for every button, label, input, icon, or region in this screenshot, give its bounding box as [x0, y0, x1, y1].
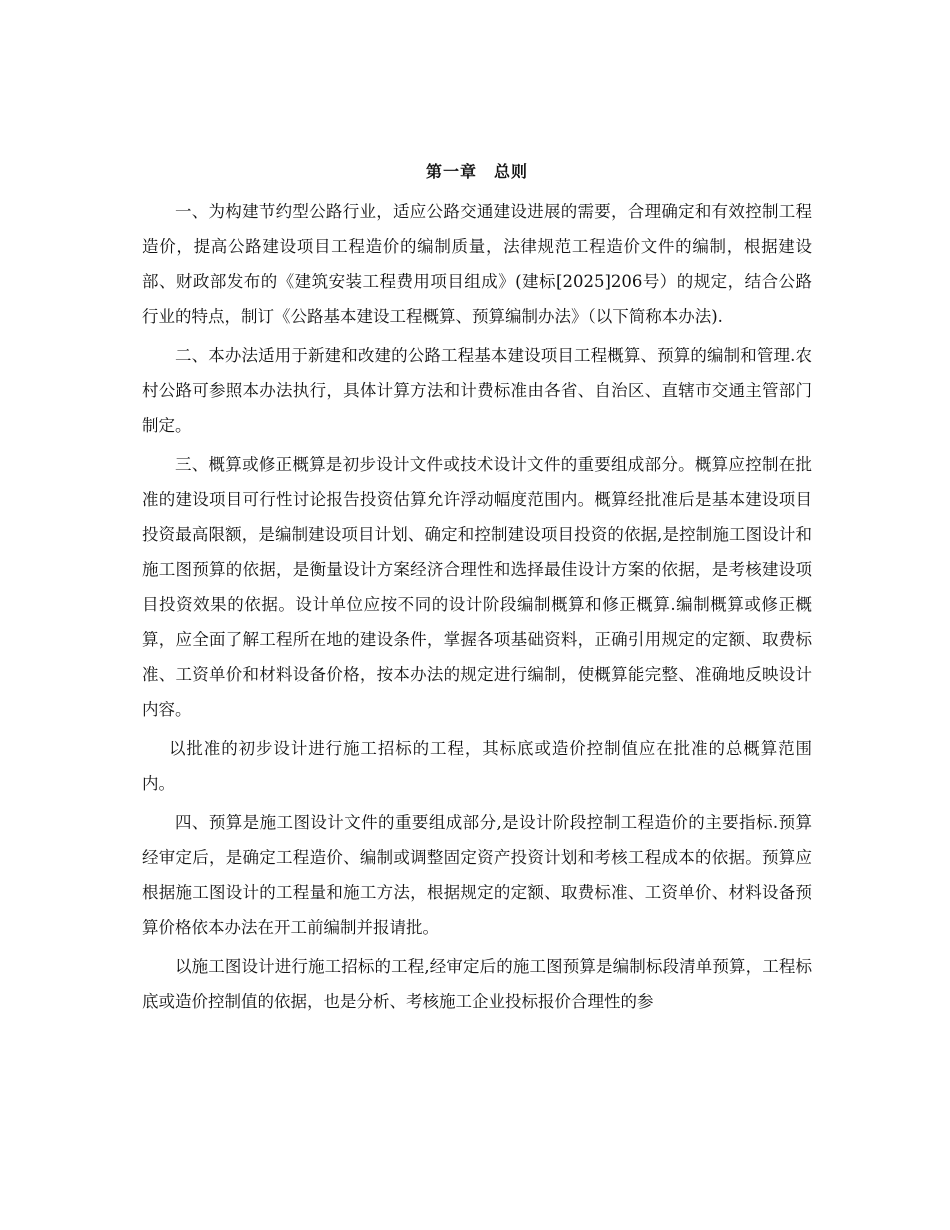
chapter-title: 第一章 总则 [425, 162, 528, 181]
paragraph-2: 二、本办法适用于新建和改建的公路工程基本建设项目工程概算、预算的编制和管理.农村公路可参照本办法执行，具体计算方法和计费标准由各省、自治区、直辖市交通主管部门制定。 [142, 346, 812, 435]
paragraph-6: 以施工图设计进行施工招标的工程,经审定后的施工图预算是编制标段清单预算，工程标底或造价控制值的依据，也是分析、考核施工企业投标报价合理性的参 [142, 957, 812, 1011]
paragraph-3: 三、概算或修正概算是初步设计文件或技术设计文件的重要组成部分。概算应控制在批准的建设项目可行性讨论报告投资估算允许浮动幅度范围内。概算经批准后是基本建设项目投资最高限额，是编制建设项目计划、确定和控制建设项目投资的依据,是控制施工图设计和施工图预算的依据，是衡量设计方案经济合理性和选择最佳设计方案的依据，是考核建设项目投资效果的依据。设计单位应按不同的设计阶段编制概算和修正概算.编制概算或修正概算，应全面了解工程所在地的建设条件，掌握各项基础资料，正确引用规定的定额、取费标准、工资单价和材料设备价格，按本办法的规定进行编制，使概算能完整、准确地反映设计内容。 [142, 455, 812, 719]
paragraph-5: 四、预算是施工图设计文件的重要组成部分,是设计阶段控制工程造价的主要指标.预算经审定后，是确定工程造价、编制或调整固定资产投资计划和考核工程成本的依据。预算应根据施工图设计的工程量和施工方法，根据规定的定额、取费标准、工资单价、材料设备预算价格依本办法在开工前编制并报请批。 [142, 813, 812, 937]
paragraph-4: 以批准的初步设计进行施工招标的工程，其标底或造价控制值应在批准的总概算范围内。 [142, 739, 812, 793]
paragraph-1: 一、为构建节约型公路行业，适应公路交通建设进展的需要，合理确定和有效控制工程造价，提高公路建设项目工程造价的编制质量，法律规范工程造价文件的编制，根据建设部、财政部发布的《建筑安装工程费用项目组成》(建标[2025]206号）的规定，结合公路行业的特点，制订《公路基本建设工程概算、预算编制办法》（以下简称本办法). [142, 202, 812, 326]
document-page [142, 158, 812, 1023]
